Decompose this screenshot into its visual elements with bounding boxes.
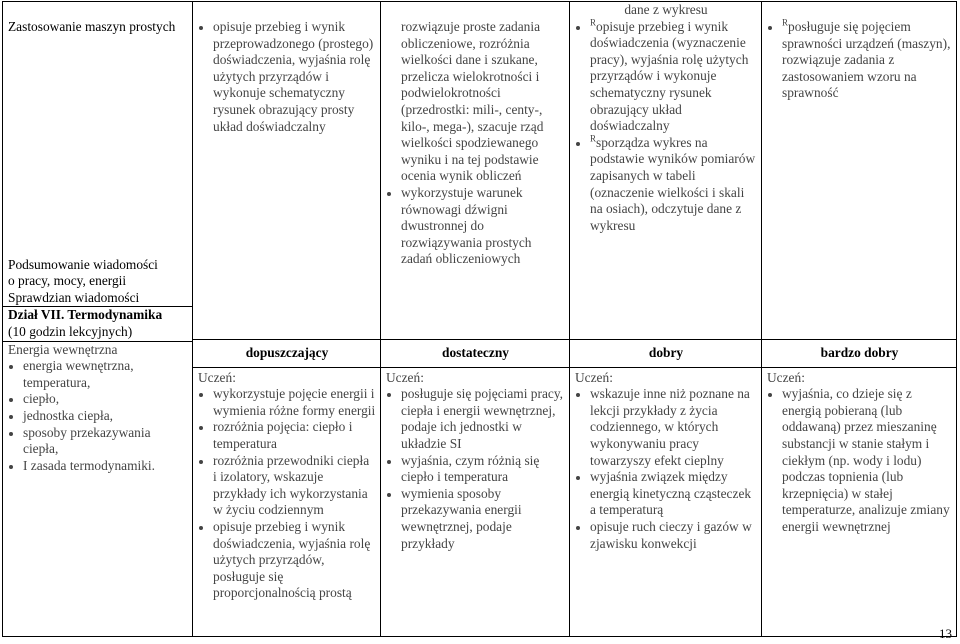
list-item: • posługuje się pojęciami pracy, ciepła i energii wewnętrznej, podaje ich jednostki w układzie SI [401, 386, 565, 452]
upper-cell-2 [381, 2, 570, 340]
list-item: • opisuje przebieg i wynik przeprowadzonego (prostego) doświadczenia, wyjaśnia rolę użytych przyrządów i wykonuje schematyczny rysunek obrazujący prosty układ doświadczalny [213, 19, 376, 135]
grade-level-header: bardzo dobry [762, 340, 957, 368]
requirements-list [386, 386, 565, 552]
list-item: • wykorzystuje warunek równowagi dźwigni dwustronnej do rozwiązywania prostych zadań obliczeniowych [401, 185, 565, 268]
table-row [3, 2, 957, 340]
page-number: 13 [939, 626, 952, 641]
list-item: • opisuje przebieg i wynik doświadczenia, wyjaśnia rolę użytych przyrządów, posługuje się proporcjonalnością prostą [213, 519, 376, 602]
list-item [782, 19, 952, 102]
requirements-list [575, 386, 757, 552]
extended-marker: R [590, 133, 597, 144]
list-item: • wyjaśnia związek między energią kinetyczną cząsteczek a temperaturą [590, 469, 757, 519]
upper-cell-3 [570, 2, 762, 340]
list-item: • opisuje ruch cieczy i gazów w zjawisku konwekcji [590, 519, 757, 552]
list-item: rozwiązuje proste zadania obliczeniowe, rozróżnia wielkości dane i szukane, przelicza wielokrotności i podwielokrotności (przedrostki: mili-, centy-, kilo-, mega-), szacuje rząd wielkości spodziewanego wyniku i na tej podstawie ocenia wynik obliczeń [401, 19, 544, 184]
extended-marker: R [782, 17, 789, 28]
list-item: • wymienia sposoby przekazywania energii wewnętrznej, podaje przykłady [401, 486, 565, 552]
requirements-table [2, 1, 957, 637]
list-item-text: sporządza wykres na podstawie wyników pomiarów zapisanych w tabeli (oznaczenie wielkości i skali na osiach), odczytuje dane z wykresu [590, 134, 756, 233]
list-item: • sposoby przekazywania ciepła, [23, 425, 188, 458]
lower-cell-2 [381, 367, 570, 636]
summary-line: o pracy, mocy, energii [8, 273, 127, 289]
lower-cell-3 [570, 367, 762, 636]
topic-top: Zastosowanie maszyn prostych [8, 19, 176, 34]
summary-line: Sprawdzian wiadomości [3, 290, 192, 308]
lower-cell-4 [762, 367, 957, 636]
lower-cell-1 [193, 367, 381, 636]
list-item: • wyjaśnia, co dzieje się z energią pobieraną (lub oddawaną) przez mieszaninę substancji w stanie stałym i ciekłym (np. wody i lodu) podczas topnienia (lub krzepnięcia) w stałej temperaturze, analizuje zmiany energii wewnętrznej [782, 386, 952, 535]
section-hours: (10 godzin lekcyjnych) [3, 324, 192, 342]
list-item: • I zasada termodynamiki. [23, 458, 188, 475]
student-label: Uczeń: [575, 369, 613, 385]
section-title: Dział VII. Termodynamika [8, 307, 163, 323]
extended-marker: R [590, 17, 597, 28]
section-intro: Energia wewnętrzna [8, 341, 118, 357]
requirements-list [767, 19, 952, 102]
student-label: Uczeń: [767, 369, 805, 385]
list-item-text: posługuje się pojęciem sprawności urządzeń (maszyn), rozwiązuje zadania z zastosowaniem wzoru na sprawność [782, 19, 951, 101]
topic-column [3, 2, 193, 637]
chart-data-text: dane z wykresu [624, 2, 708, 17]
list-item [590, 135, 757, 235]
grade-level-header: dopuszczający [193, 340, 381, 368]
section-item-list [8, 358, 188, 474]
grade-level-header: dostateczny [381, 340, 570, 368]
student-label: Uczeń: [386, 369, 424, 385]
list-item: • jednostka ciepła, [23, 408, 188, 425]
requirements-list [198, 19, 376, 135]
list-item-text: opisuje przebieg i wynik doświadczenia (wyznaczenie pracy), wyjaśnia rolę użytych przyrządów i wykonuje schematyczny rysunek obrazujący układ doświadczalny [590, 18, 749, 134]
requirements-list [386, 185, 565, 268]
student-label: Uczeń: [198, 369, 236, 385]
list-item: • rozróżnia pojęcia: ciepło i temperatura [213, 419, 376, 452]
list-item: • wskazuje inne niż poznane na lekcji przykłady z życia codziennego, w których wykonywaniu pracy towarzyszy efekt cieplny [590, 386, 757, 469]
requirements-list [575, 19, 757, 235]
upper-cell-4 [762, 2, 957, 340]
list-item: • wykorzystuje pojęcie energii i wymienia różne formy energii [213, 386, 376, 419]
list-item: • ciepło, [23, 391, 188, 408]
grade-level-header: dobry [570, 340, 762, 368]
list-item: • wyjaśnia, czym różnią się ciepło i temperatura [401, 453, 565, 486]
list-item: • energia wewnętrzna, temperatura, [23, 358, 188, 391]
summary-line: Podsumowanie wiadomości [8, 256, 158, 272]
list-item: • rozróżnia przewodniki ciepła i izolatory, wskazuje przykłady ich wykorzystania w życiu codziennym [213, 453, 376, 519]
requirements-list [198, 386, 376, 602]
list-item [590, 19, 757, 135]
upper-cell-1 [193, 2, 381, 340]
requirements-list [767, 386, 952, 535]
